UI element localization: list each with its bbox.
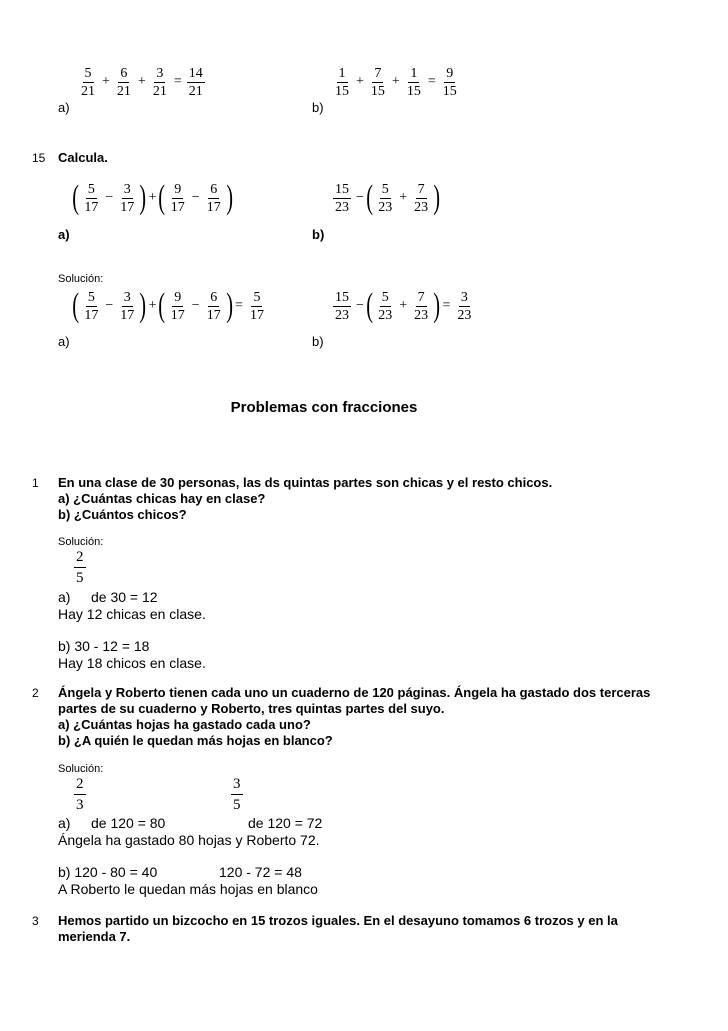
fraction: $\frac{5}{23}$ [378, 181, 393, 215]
fraction: $\frac{6}{17}$ [206, 289, 221, 323]
fraction: $\frac{7}{23}$ [414, 289, 429, 323]
ex15-b-solution-label: b) [312, 334, 324, 349]
answer-text: de 120 = 80 [91, 815, 166, 831]
answer-text: 120 - 72 = 48 [219, 864, 302, 880]
problem-text-line: En una clase de 30 personas, las ds quintas partes son chicas y el resto chicos. [58, 475, 553, 490]
fraction: $\frac{15}{23}$ [335, 289, 349, 323]
ex15-a-solution: ( $\frac{5}{17}$ − $\frac{3}{17}$ ) + ( $\frac{9}{17}$ − $\frac{6}{17}$ ) = $\frac{5}{17}$ [72, 287, 264, 324]
fraction: 3 5 [233, 776, 241, 813]
exercise-number: 15 [32, 151, 46, 165]
answer-text: b) 120 - 80 = 40 [58, 864, 158, 880]
answer-label: a) [58, 815, 71, 831]
fraction: $\frac{9}{17}$ [170, 289, 185, 323]
fraction: $\frac{7}{15}$ [370, 65, 385, 99]
answer-text: de 120 = 72 [248, 815, 323, 831]
ex15-b-label: b) [312, 227, 325, 242]
problem-number: 3 [32, 914, 39, 928]
answer-result: A Roberto le quedan más hojas en blanco [58, 881, 318, 897]
fraction: $\frac{3}{21}$ [152, 65, 167, 99]
problem-text-line: Ángela y Roberto tienen cada uno un cuaderno de 120 páginas. Ángela ha gastado dos terceras [58, 685, 651, 700]
fraction: $\frac{5}{17}$ [84, 289, 99, 323]
fraction: $\frac{5}{17}$ [249, 289, 264, 323]
fraction: $\frac{9}{15}$ [442, 65, 457, 99]
ex14-a-label: a) [58, 100, 70, 115]
answer-result: Hay 18 chicos en clase. [58, 655, 206, 671]
section-title: Problemas con fracciones [230, 399, 418, 416]
fraction: $\frac{15}{23}$ [335, 181, 349, 215]
problem-text-line: b) ¿A quién le quedan más hojas en blanco? [58, 733, 333, 748]
solution-label: Solución: [58, 536, 104, 548]
fraction: $\frac{7}{23}$ [414, 181, 429, 215]
fraction: $\frac{5}{23}$ [378, 289, 393, 323]
exercise-title: Calcula. [58, 150, 108, 165]
answer-text: b) 30 - 12 = 18 [58, 638, 150, 654]
answer-label: a) [58, 589, 71, 605]
solution-label: Solución: [58, 763, 104, 775]
ex15-b-expression: $\frac{15}{23}$ − ( $\frac{5}{23}$ + $\frac{7}{23}$ ) [335, 179, 441, 216]
fraction: $\frac{1}{15}$ [335, 65, 349, 99]
fraction: $\frac{3}{17}$ [120, 181, 135, 215]
ex15-a-expression: ( $\frac{5}{17}$ − $\frac{3}{17}$ ) + ( $\frac{9}{17}$ − $\frac{6}{17}$ ) [72, 179, 233, 216]
fraction: $\frac{9}{17}$ [170, 181, 185, 215]
solution-label: Solución: [58, 273, 104, 285]
problem-text-line: partes de su cuaderno y Roberto, tres quintas partes del suyo. [58, 701, 445, 716]
answer-result: Hay 12 chicas en clase. [58, 606, 206, 622]
ex14-a-expression: $\frac{5}{21}$ + $\frac{6}{21}$ + $\frac{3}{21}$ = $\frac{14}{21}$ [81, 65, 203, 99]
ex14-b-label: b) [312, 100, 324, 115]
problem-number: 2 [32, 686, 39, 700]
ex15-a-label: a) [58, 227, 70, 242]
fraction: 2 3 [76, 776, 84, 813]
fraction: $\frac{6}{17}$ [206, 181, 221, 215]
fraction: $\frac{5}{17}$ [84, 181, 99, 215]
problem-text-line: b) ¿Cuántos chicos? [58, 507, 187, 522]
answer-result: Ángela ha gastado 80 hojas y Roberto 72. [58, 832, 320, 848]
fraction: $\frac{5}{21}$ [81, 65, 95, 99]
problem-text-line: a) ¿Cuántas hojas ha gastado cada uno? [58, 717, 311, 732]
fraction: $\frac{3}{17}$ [120, 289, 135, 323]
ex15-b-solution: $\frac{15}{23}$ − ( $\frac{5}{23}$ + $\frac{7}{23}$ ) = $\frac{3}{23}$ [335, 287, 472, 324]
fraction: $\frac{14}{21}$ [188, 65, 203, 99]
answer-text: de 30 = 12 [91, 589, 158, 605]
fraction: $\frac{1}{15}$ [406, 65, 421, 99]
problem-text-line: merienda 7. [58, 929, 131, 944]
fraction: $\frac{6}{21}$ [116, 65, 131, 99]
problem-number: 1 [32, 476, 39, 490]
fraction: $\frac{3}{23}$ [457, 289, 472, 323]
problem-text-line: a) ¿Cuántas chicas hay en clase? [58, 491, 266, 506]
fraction: 2 5 [76, 549, 84, 586]
problem-text-line: Hemos partido un bizcocho en 15 trozos iguales. En el desayuno tomamos 6 trozos y en la [58, 913, 618, 928]
ex15-a-solution-label: a) [58, 334, 70, 349]
ex14-b-expression: $\frac{1}{15}$ + $\frac{7}{15}$ + $\frac{1}{15}$ = $\frac{9}{15}$ [335, 65, 457, 99]
